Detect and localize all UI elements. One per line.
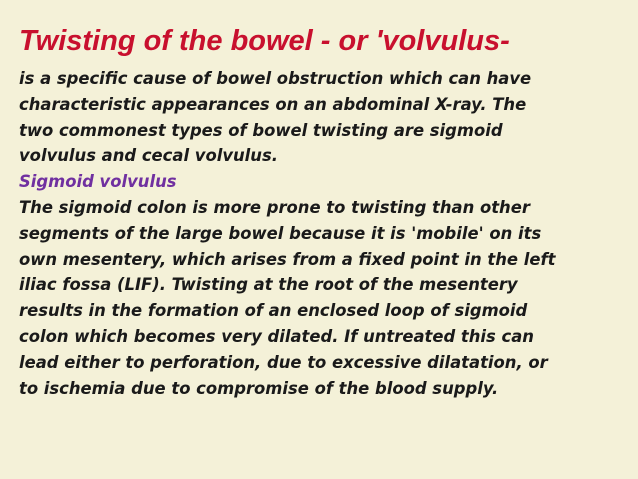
- paragraph-line: results in the formation of an enclosed loop of sigmoid: [19, 301, 528, 321]
- intro-line: two commonest types of bowel twisting are sigmoid: [19, 120, 503, 140]
- paragraph-line: segments of the large bowel because it is 'mobile' on its: [19, 223, 542, 243]
- intro-line: is a specific cause of bowel obstruction which can have: [19, 69, 532, 88]
- slide-body: [19, 66, 629, 401]
- subheading-sigmoid-volvulus: Sigmoid volvulus: [19, 172, 177, 192]
- paragraph-line: The sigmoid colon is more prone to twisting than other: [19, 197, 530, 217]
- paragraph-line: to ischemia due to compromise of the blood supply.: [19, 378, 499, 398]
- paragraph-line: own mesentery, which arises from a fixed point in the left: [19, 249, 556, 269]
- slide-title: Twisting of the bowel - or 'volvulus-: [19, 25, 510, 57]
- intro-line: volvulus and cecal volvulus.: [19, 146, 278, 166]
- paragraph-line: iliac fossa (LIF). Twisting at the root of the mesentery: [19, 275, 518, 295]
- paragraph-line: colon which becomes very dilated. If untreated this can: [19, 326, 534, 346]
- intro-line: characteristic appearances on an abdominal X-ray. The: [19, 94, 527, 114]
- paragraph-line: lead either to perforation, due to excessive dilatation, or: [19, 352, 548, 372]
